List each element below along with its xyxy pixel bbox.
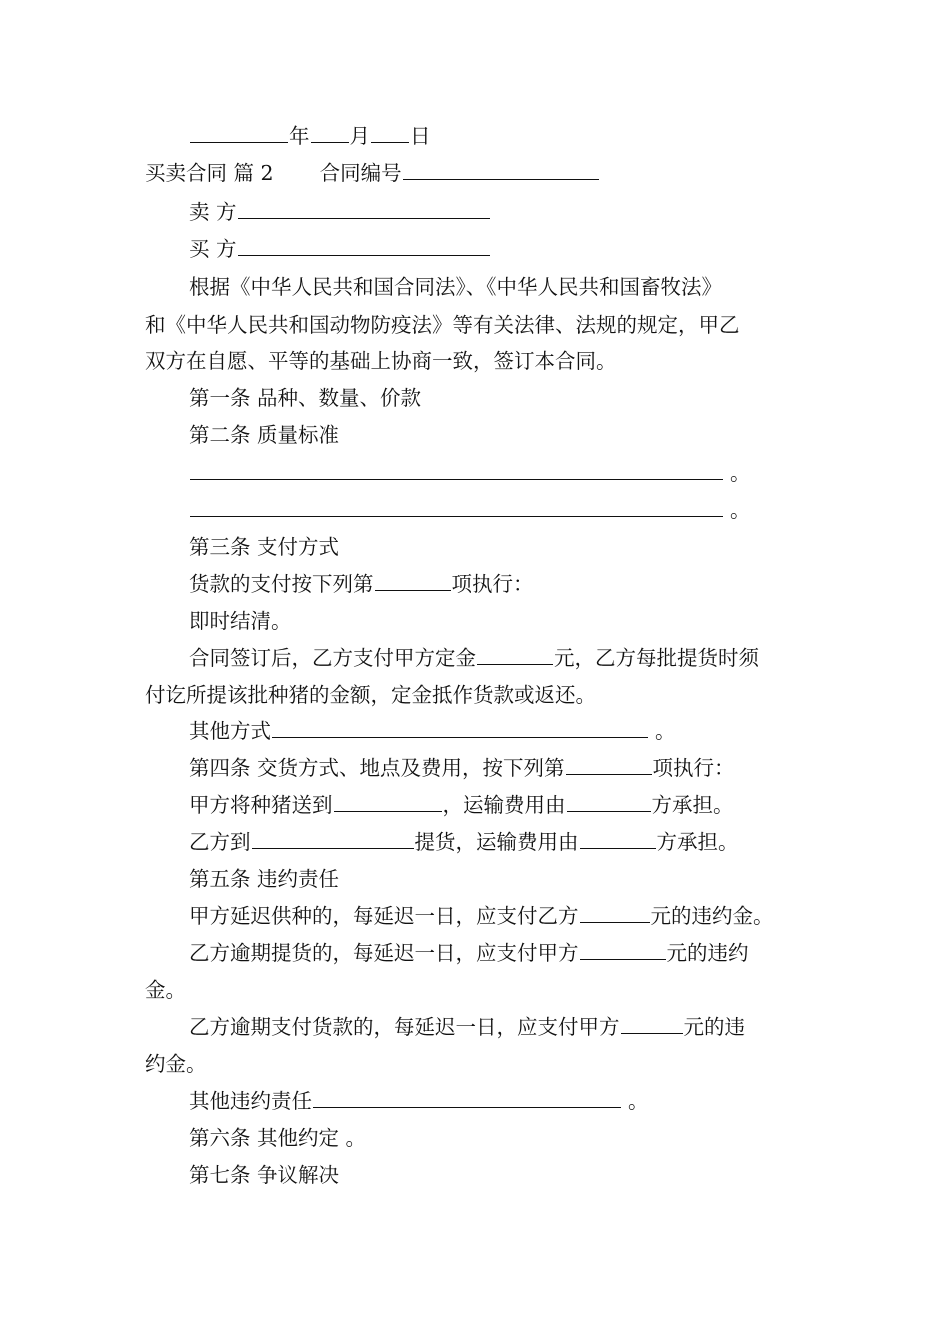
payment-option-suffix: 项执行： <box>451 572 534 596</box>
quality-line-2 <box>189 497 751 523</box>
delivery-buyer-cost-blank[interactable] <box>580 830 656 849</box>
breach-payment-blank[interactable] <box>621 1015 683 1034</box>
quality-blank-1[interactable] <box>190 461 723 480</box>
intro-line-2: 和《中华人民共和国动物防疫法》等有关法律、法规的规定，甲乙 <box>145 313 740 337</box>
delivery-place-blank[interactable] <box>334 793 442 812</box>
quality-line-1 <box>189 460 751 486</box>
quality-end-2: 。 <box>730 498 751 522</box>
payment-other-end: 。 <box>655 719 676 743</box>
year-blank[interactable] <box>190 124 288 143</box>
day-blank[interactable] <box>371 124 409 143</box>
article-5-heading: 第五条 违约责任 <box>189 867 340 891</box>
day-label: 日 <box>410 124 431 148</box>
payment-immediate: 即时结清。 <box>189 609 292 633</box>
seller-line <box>189 199 491 225</box>
intro-line-3: 双方在自愿、平等的基础上协商一致，签订本合同。 <box>145 349 617 373</box>
article-7-heading: 第七条 争议解决 <box>189 1163 340 1187</box>
delivery-buyer-mid: 提货，运输费用由 <box>414 830 579 854</box>
deposit-amount-blank[interactable] <box>477 646 553 665</box>
delivery-seller-mid: ，运输费用由 <box>442 793 566 817</box>
article-4-heading-line <box>189 755 735 781</box>
contract-number-blank[interactable] <box>403 161 599 180</box>
delivery-seller-cost-blank[interactable] <box>567 793 651 812</box>
delivery-buyer-suffix: 方承担。 <box>656 830 739 854</box>
delivery-seller-prefix: 甲方将种猪送到 <box>189 793 333 817</box>
month-blank[interactable] <box>311 124 349 143</box>
title-line <box>145 160 600 186</box>
payment-option-blank[interactable] <box>375 572 451 591</box>
breach-payment-line-1 <box>189 1014 745 1040</box>
breach-other-end: 。 <box>628 1089 649 1113</box>
deposit-line-1 <box>189 645 759 671</box>
breach-pickup-prefix: 乙方逾期提货的，每延迟一日，应支付甲方 <box>189 941 579 965</box>
payment-other-line <box>189 718 676 744</box>
delivery-option-blank[interactable] <box>566 756 652 775</box>
pickup-place-blank[interactable] <box>252 830 414 849</box>
breach-other-line <box>189 1088 649 1114</box>
article-2-heading: 第二条 质量标准 <box>189 423 340 447</box>
breach-seller-blank[interactable] <box>580 904 650 923</box>
article-3-heading: 第三条 支付方式 <box>189 535 340 559</box>
quality-end-1: 。 <box>730 461 751 485</box>
delivery-buyer-line <box>189 829 739 855</box>
seller-blank[interactable] <box>238 200 490 219</box>
breach-pickup-suffix: 元的违约 <box>666 941 749 965</box>
intro-line-1: 根据《中华人民共和国合同法》、《中华人民共和国畜牧法》 <box>189 275 722 299</box>
breach-other-blank[interactable] <box>313 1089 621 1108</box>
breach-seller-prefix: 甲方延迟供种的，每延迟一日，应支付乙方 <box>189 904 579 928</box>
breach-seller-suffix: 元的违约金。 <box>650 904 774 928</box>
buyer-line <box>189 236 491 262</box>
deposit-suffix: 元，乙方每批提货时须 <box>554 646 759 670</box>
deposit-prefix: 合同签订后，乙方支付甲方定金 <box>189 646 476 670</box>
signing-date-line <box>189 123 431 149</box>
payment-option-prefix: 货款的支付按下列第 <box>189 572 374 596</box>
month-label: 月 <box>349 124 370 148</box>
payment-option-line <box>189 571 534 597</box>
contract-title: 买卖合同 篇 2 <box>145 161 274 185</box>
breach-pickup-blank[interactable] <box>580 941 666 960</box>
seller-label: 卖 方 <box>189 200 237 224</box>
breach-other-label: 其他违约责任 <box>189 1089 312 1113</box>
delivery-seller-line <box>189 792 734 818</box>
delivery-buyer-prefix: 乙方到 <box>189 830 251 854</box>
year-label: 年 <box>289 124 310 148</box>
delivery-seller-suffix: 方承担。 <box>651 793 734 817</box>
payment-other-blank[interactable] <box>272 719 648 738</box>
quality-blank-2[interactable] <box>190 498 723 517</box>
contract-number-label: 合同编号 <box>319 161 402 185</box>
breach-pickup-line-2: 金。 <box>145 978 186 1002</box>
breach-payment-suffix: 元的违 <box>683 1015 745 1039</box>
breach-payment-prefix: 乙方逾期支付货款的，每延迟一日，应支付甲方 <box>189 1015 620 1039</box>
deposit-line-2: 付讫所提该批种猪的金额，定金抵作货款或返还。 <box>145 683 596 707</box>
payment-other-label: 其他方式 <box>189 719 271 743</box>
article-4-heading: 第四条 交货方式、地点及费用，按下列第 <box>189 756 565 780</box>
breach-payment-line-2: 约金。 <box>145 1052 207 1076</box>
article-4-suffix: 项执行： <box>652 756 735 780</box>
buyer-label: 买 方 <box>189 237 237 261</box>
breach-seller-line <box>189 903 774 929</box>
buyer-blank[interactable] <box>238 237 490 256</box>
breach-pickup-line-1 <box>189 940 749 966</box>
article-6-heading: 第六条 其他约定 。 <box>189 1126 367 1150</box>
article-1-heading: 第一条 品种、数量、价款 <box>189 386 422 410</box>
